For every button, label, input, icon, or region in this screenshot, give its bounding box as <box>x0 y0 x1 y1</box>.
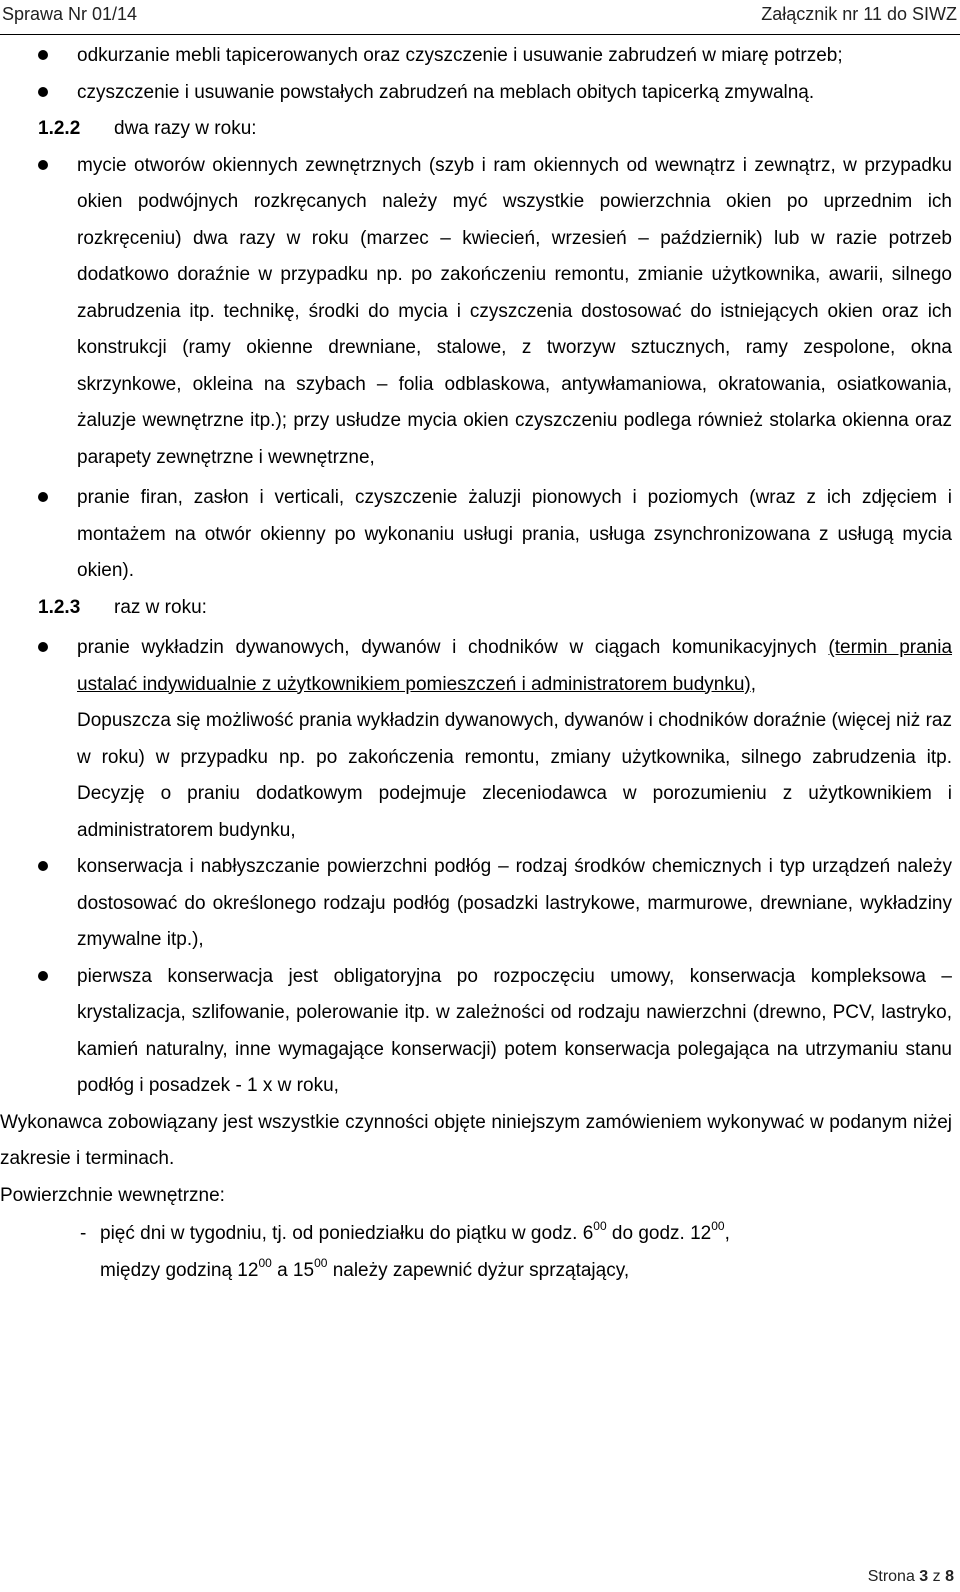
list-item <box>0 148 952 477</box>
section-number: 1.2.2 <box>38 118 81 139</box>
list-item-text: mycie otworów okiennych zewnętrznych (szyb i ram okiennych od wewnątrz i zewnątrz, w przypadku okien podwójnych rozkręcanych należy myć wszystkie powierzchnia okien po uprzednim ich rozkręceniu) dwa razy w roku (marzec – kwiecień, wrzesień – październik) lub w razie potrzeb dodatkowo doraźnie w przypadku np. po zakończeniu remontu, zmianie użytkownika, awarii, silnego zabrudzenia itp. technikę, środki do mycia i czyszczenia dostosować do istniejących okien oraz ich konstrukcji (ramy okienne drewniane, stalowe, z tworzyw sztucznych, ramy zespolone, okna skrzynkowe, okleina na szybach – folia odblaskowa, antywłamaniowa, okratowania, osiatkowania, żaluzje wewnętrzne itp.); przy usłudze mycia okien czyszczeniu podlega również stolarka okienna oraz parapety zewnętrzne i wewnętrzne, <box>77 154 952 468</box>
header-case-number: Sprawa Nr 01/14 <box>2 4 138 24</box>
section-heading <box>0 111 952 148</box>
list-item-text: pierwsza konserwacja jest obligatoryjna po rozpoczęciu umowy, konserwacja kompleksowa – krystalizacja, szlifowanie, polerowanie itp. w zależności od rodzaju nawierzchni (drewno, PCV, lastryko, kamień naturalny, inne wymagające konserwacji) potem konserwacja polegająca na utrzymaniu stanu podłóg i posadzek - 1 x w roku, <box>77 965 952 1096</box>
list-item-text: czyszczenie i usuwanie powstałych zabrudzeń na meblach obitych tapicerką zmywalną. <box>77 81 815 103</box>
dash-marker: - <box>80 1223 87 1244</box>
schedule-text-part: a 15 <box>271 1259 315 1281</box>
paragraph-contractor: Wykonawca zobowiązany jest wszystkie czynności objęte niniejszym zamówieniem wykonywać w podanym niżej zakresie i terminach. <box>0 1111 952 1169</box>
punctuation: , <box>750 673 757 695</box>
bullet-icon <box>38 861 48 871</box>
schedule-item <box>0 1216 952 1289</box>
bullet-icon <box>38 160 48 170</box>
time-superscript: 00 <box>314 1255 328 1270</box>
schedule-text-part: do godz. 12 <box>606 1223 712 1244</box>
section-number: 1.2.3 <box>38 596 81 618</box>
list-item-text: pranie wykładzin dywanowych, dywanów i chodników w ciągach komunikacyjnych <box>77 637 817 658</box>
total-pages: 8 <box>945 1568 954 1585</box>
footer-label: Strona <box>867 1568 920 1585</box>
bullet-icon <box>38 642 48 652</box>
underlined-note: (termin prania ustalać indywidualnie z użytkownikiem pomieszczeń i administratorem budynku) <box>77 637 953 695</box>
bullet-icon <box>38 492 48 502</box>
list-item <box>0 75 952 112</box>
list-item-text: odkurzanie mebli tapicerowanych oraz czyszczenie i usuwanie zabrudzeń w miarę potrzeb; <box>77 45 843 66</box>
list-item <box>0 630 952 703</box>
list-item-text: konserwacja i nabłyszczanie powierzchni podłóg – rodzaj środków chemicznych i typ urządzeń należy dostosować do określonego rodzaju podłóg (posadzki lastrykowe, marmurowe, drewniane, wykładziny zmywalne itp.), <box>77 856 952 950</box>
page-footer <box>868 1568 954 1586</box>
bullet-icon <box>38 50 48 60</box>
schedule-text-part: , <box>724 1223 730 1244</box>
page-header <box>0 0 960 35</box>
bullet-icon <box>38 87 48 97</box>
section-title: dwa razy w roku: <box>114 118 257 139</box>
section-heading <box>0 590 952 627</box>
list-item <box>0 480 952 590</box>
schedule-text-part: pięć dni w tygodniu, tj. od poniedziałku do piątku w godz. 6 <box>100 1223 594 1244</box>
time-superscript: 00 <box>711 1219 725 1233</box>
section-title: raz w roku: <box>114 596 207 618</box>
list-item <box>0 849 952 959</box>
schedule-text <box>100 1219 730 1281</box>
bullet-icon <box>38 971 48 981</box>
paragraph-allowance: Dopuszcza się możliwość prania wykładzin dywanowych, dywanów i chodników doraźnie (więcej niż raz w roku) w przypadku np. po zakończenia remontu, zmiany użytkownika, silnego zabrudzenia itp. Decyzję o praniu dodatkowym podejmuje zleceniodawca w porozumieniu z użytkownikiem i administratorem budynku, <box>77 710 952 841</box>
list-item-text: pranie firan, zasłon i verticali, czyszczenie żaluzji pionowych i poziomych (wraz z ich zdjęciem i montażem na otwór okienny po wykonaniu usługi prania, usługa zsynchronizowana z usługą mycia okien). <box>77 487 952 581</box>
current-page: 3 <box>919 1568 929 1585</box>
time-superscript: 00 <box>593 1219 607 1233</box>
document-body <box>0 38 952 1289</box>
list-item <box>0 959 952 1105</box>
schedule-text-part: należy zapewnić dyżur sprzątający, <box>327 1259 630 1281</box>
header-attachment: Załącznik nr 11 do SIWZ <box>761 4 957 24</box>
list-item <box>0 38 952 75</box>
schedule-text-part: między godziną 12 <box>100 1259 259 1281</box>
time-superscript: 00 <box>258 1255 272 1270</box>
paragraph-interior-surfaces: Powierzchnie wewnętrzne: <box>0 1184 225 1206</box>
footer-separator: z <box>928 1568 946 1585</box>
